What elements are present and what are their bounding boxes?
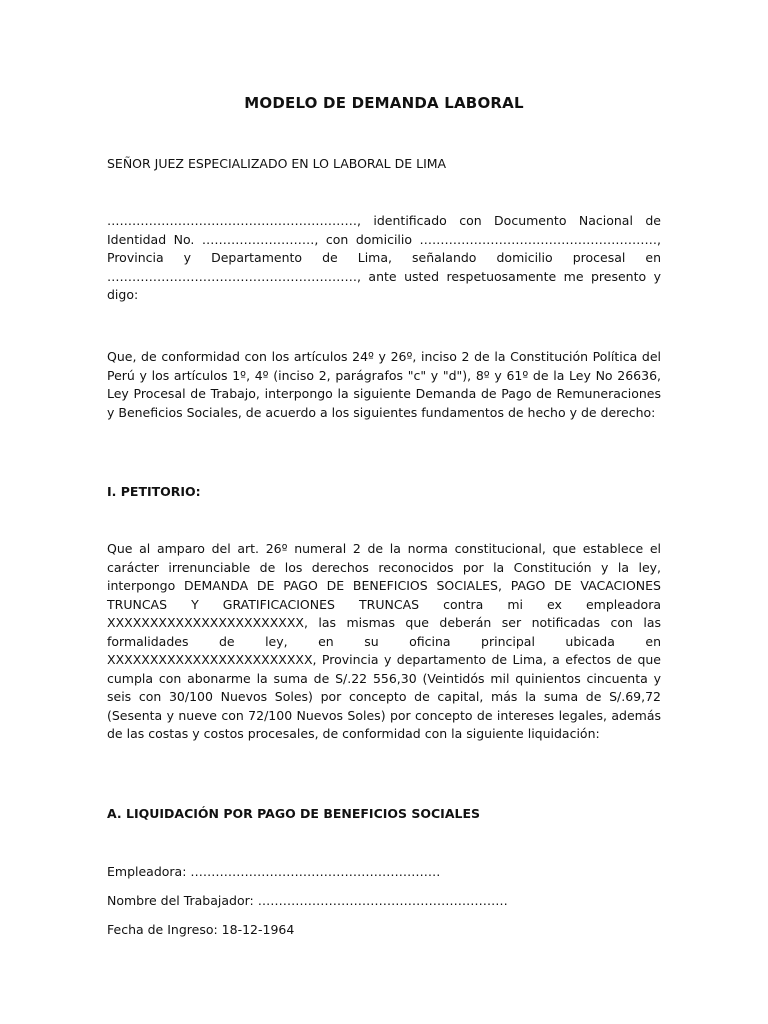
intro-paragraph: ……………………………………………………, identificado con Documento Nacional de Identidad No. ………………………, con domicilio …………………………………………………, Provincia y Departamento de Lima, señalando domicilio procesal en ……………………………………………………, ante usted respetuosamente me presento y digo:: [107, 213, 661, 302]
petitorio-paragraph: Que al amparo del art. 26º numeral 2 de la norma constitucional, que establece el carácter irrenunciable de los derechos reconocidos por la Constitución y la ley, interpongo DEMANDA DE PAGO DE BENEFICIOS SOCIALES, PAGO DE VACACIONES TRUNCAS Y GRATIFICACIONES TRUNCAS contra mi ex empleadora XXXXXXXXXXXXXXXXXXXXXXX, las mismas que deberán ser notificadas con las formalidades de ley, en su oficina principal ubicada en XXXXXXXXXXXXXXXXXXXXXXXX, Provincia y departamento de Lima, a efectos de que cumpla con abonarme la suma de S/.22 556,30 (Veintidós mil quinientos cincuenta y seis con 30/100 Nuevos Soles) por concepto de capital, más la suma de S/.69,72 (Sesenta y nueve con 72/100 Nuevos Soles) por concepto de intereses legales, además de las costas y costos procesales, de conformidad con la siguiente liquidación:: [107, 541, 661, 741]
addressee-line: SEÑOR JUEZ ESPECIALIZADO EN LO LABORAL DE LIMA: [107, 156, 447, 171]
petitorio-heading: I. PETITORIO:: [107, 484, 201, 499]
start-date-field: Fecha de Ingreso: 18-12-1964: [107, 922, 295, 937]
employer-field: Empleadora: ……………………………………………………: [107, 864, 441, 879]
section-a-heading: A. LIQUIDACIÓN POR PAGO DE BENEFICIOS SOCIALES: [107, 806, 481, 821]
legal-basis-paragraph: Que, de conformidad con los artículos 24º y 26º, inciso 2 de la Constitución Política del Perú y los artículos 1º, 4º (inciso 2, parágrafos "c" y "d"), 8º y 61º de la Ley No 26636, Ley Procesal de Trabajo, interpongo la siguiente Demanda de Pago de Remuneraciones y Beneficios Sociales, de acuerdo a los siguientes fundamentos de hecho y de derecho:: [107, 349, 661, 420]
worker-name-field: Nombre del Trabajador: ……………………………………………………: [107, 893, 508, 908]
document-title: MODELO DE DEMANDA LABORAL: [244, 94, 524, 112]
